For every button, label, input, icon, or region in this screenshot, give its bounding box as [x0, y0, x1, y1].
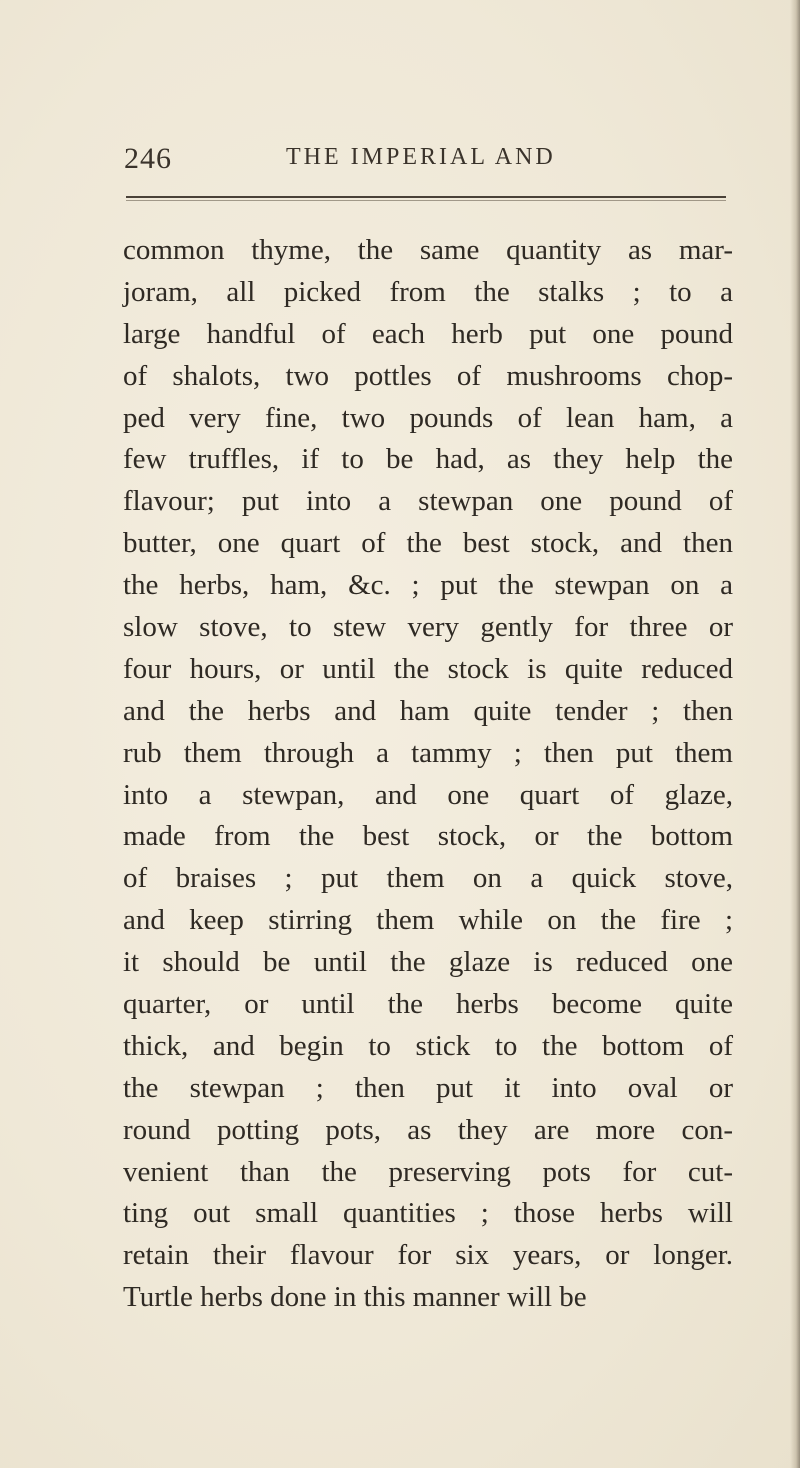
- text-line: Turtle herbs done in this manner will be: [123, 1281, 587, 1314]
- text-line: the herbs, ham, &c. ; put the stewpan on a: [123, 569, 733, 602]
- text-line: and keep stirring them while on the fire ;: [123, 904, 733, 937]
- text-line: quarter, or until the herbs become quite: [123, 988, 733, 1021]
- text-line: of shalots, two pottles of mushrooms chop-: [123, 359, 733, 392]
- text-line: made from the best stock, or the bottom: [123, 820, 733, 853]
- text-line: of braises ; put them on a quick stove,: [123, 862, 733, 895]
- text-line: ped very fine, two pounds of lean ham, a: [123, 401, 733, 434]
- text-line: round potting pots, as they are more con-: [123, 1113, 733, 1146]
- text-line: slow stove, to stew very gently for three or: [123, 611, 733, 644]
- body-text: [123, 230, 733, 1319]
- text-line: joram, all picked from the stalks ; to a: [123, 275, 733, 308]
- text-line: ting out small quantities ; those herbs will: [123, 1197, 733, 1230]
- text-line: butter, one quart of the best stock, and then: [123, 527, 733, 560]
- page-header: [124, 142, 728, 182]
- page-edge-shadow: [790, 0, 800, 1468]
- text-line: venient than the preserving pots for cut-: [123, 1155, 733, 1188]
- text-line: four hours, or until the stock is quite reduced: [123, 652, 733, 685]
- text-line: retain their flavour for six years, or longer.: [123, 1239, 733, 1272]
- running-head: THE IMPERIAL AND: [286, 144, 556, 170]
- text-line: flavour; put into a stewpan one pound of: [123, 485, 733, 518]
- text-line: common thyme, the same quantity as mar-: [123, 234, 733, 266]
- text-line: few truffles, if to be had, as they help the: [123, 443, 733, 476]
- header-rule: [126, 196, 726, 198]
- text-line: large handful of each herb put one pound: [123, 317, 733, 350]
- page-number: 246: [124, 142, 172, 175]
- text-line: thick, and begin to stick to the bottom of: [123, 1029, 733, 1062]
- header-rule-secondary: [126, 200, 726, 201]
- text-line: the stewpan ; then put it into oval or: [123, 1071, 733, 1104]
- text-line: rub them through a tammy ; then put them: [123, 736, 733, 769]
- text-line: and the herbs and ham quite tender ; then: [123, 694, 733, 727]
- text-line: into a stewpan, and one quart of glaze,: [123, 778, 733, 811]
- text-line: it should be until the glaze is reduced one: [123, 946, 733, 979]
